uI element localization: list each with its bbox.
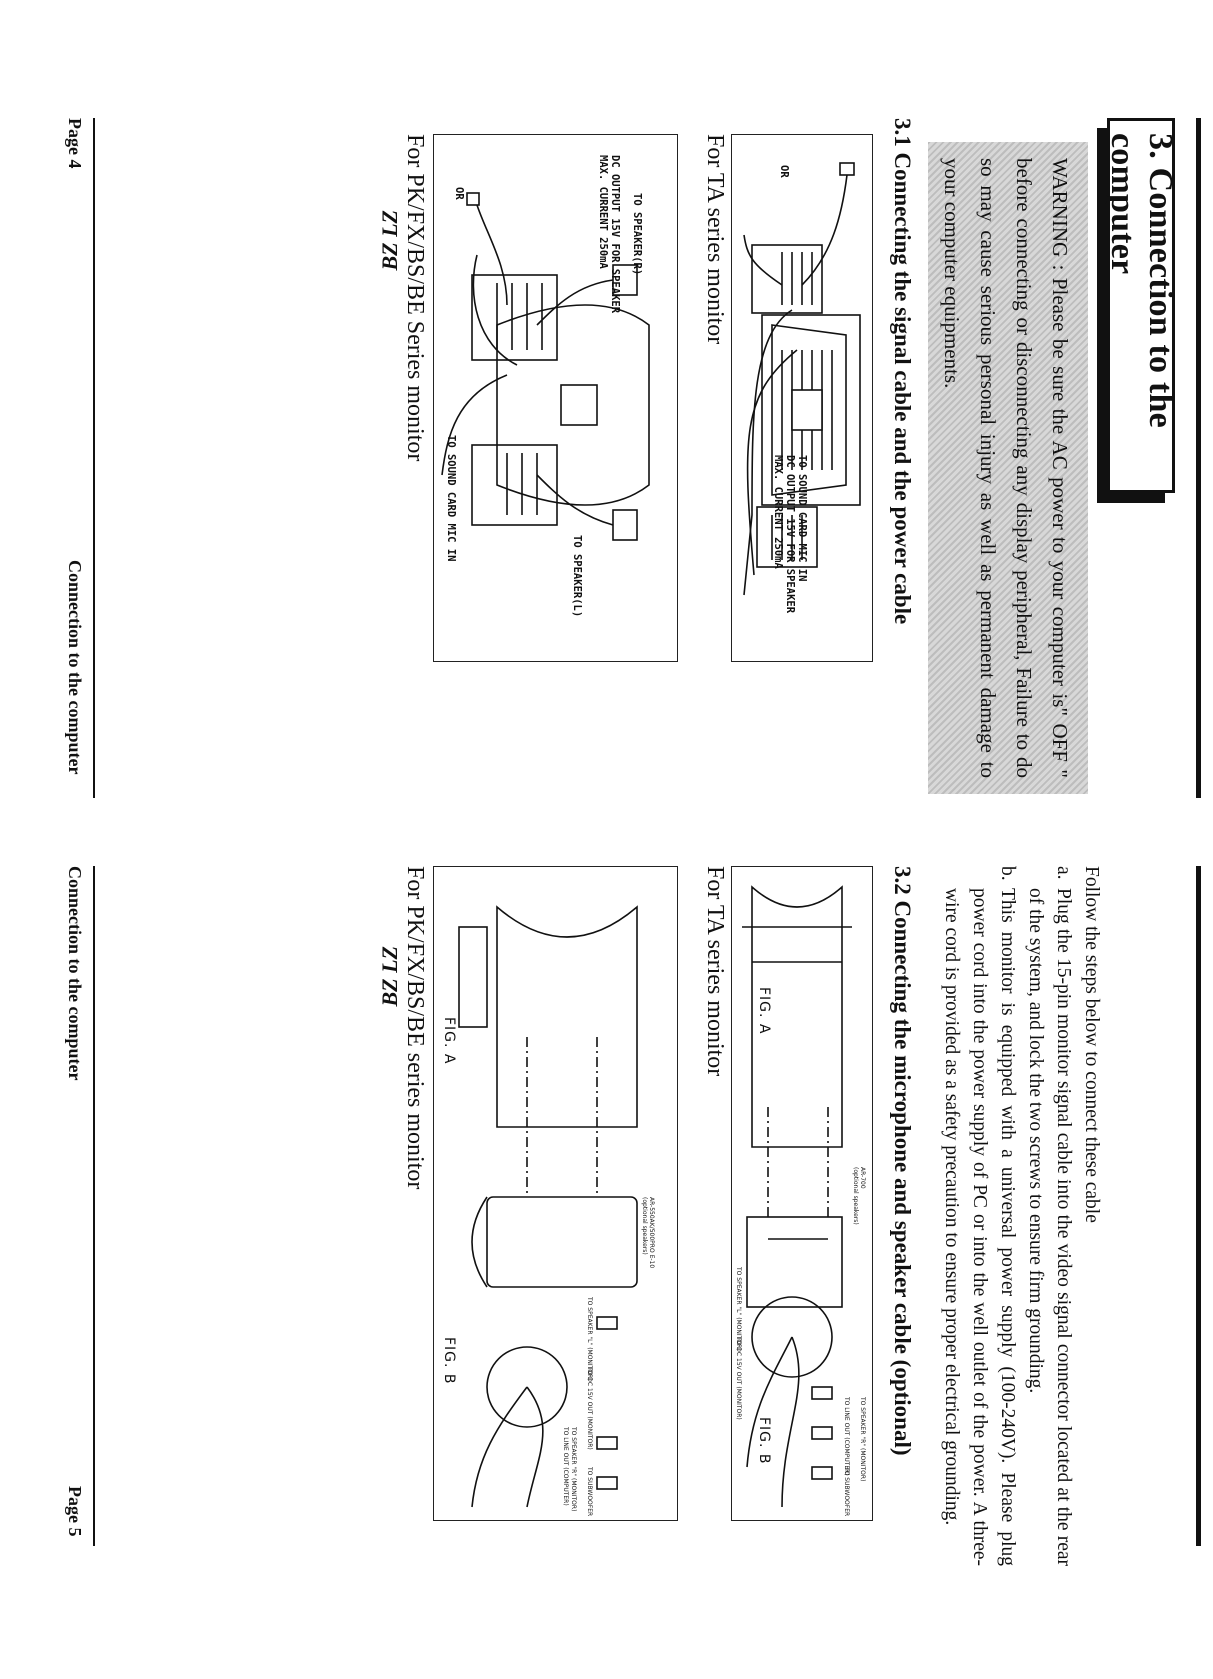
bottom-rule-right [93,866,95,1546]
monitor-rear-ta-illustration [730,135,872,663]
pk-speaker-note: (optional speakers) [641,1197,648,1255]
pk-plug-label-1: TO SPEAKER "L" (MONITOR) [586,1297,593,1381]
section-title: 3. Connection to the computer [1104,133,1179,428]
step-b-text: This monitor is equipped with a universal power supply (100-240V). Please plug power cord into the power supply of PC or into the well outlet of the power. A three-wire cord is provided as a safety precaution to ensure proper electrical grounding. [941,888,1018,1566]
label-or: OR [778,165,790,178]
warning-box: WARNING : Please be sure the AC power to your computer is" OFF " before connecting or disconnecting any display peripheral, Failure to do so may cause serious personal injury as well as permanent damage to your computer equipments. [928,142,1088,794]
caption-ta-series-right: For TA series monitor [702,866,728,1077]
bottom-rule-left [93,118,95,798]
pk-speaker-model: AR-550AK/500PRO E-10 [648,1197,655,1269]
page-5 [0,836,1213,1679]
ta-speaker-note: (optional speakers) [852,1167,859,1225]
footer-page-number-right: Page 5 [65,1486,85,1537]
page-4 [0,0,1213,836]
monitor-side-pk-illustration [432,867,677,1522]
intro-text: Follow the steps below to connect these cable [1081,866,1102,1223]
caption-ta-series: For TA series monitor [702,134,728,345]
handwritten-mark-left: BZ LZ [377,210,402,271]
label-dc-output-pk: DC OUTPUT 15V FOR SPEAKER [609,155,621,314]
caption-pk-series-right: For PK/FX/BS/BE series monitor [402,866,428,1190]
label-speaker-l: TO SPEAKER(L) [571,535,583,618]
figure-ta-connection [731,134,873,662]
label-speaker-r: TO SPEAKER(R) [631,193,643,276]
pk-fig-b-label: FIG. B [441,1337,457,1385]
step-a [1021,866,1077,1566]
ta-fig-a-label: FIG. A [756,987,772,1035]
ta-plug-label-1: TO SPEAKER "L" (MONITOR) [735,1267,742,1351]
label-sound-card-mic-pk: TO SOUND CARD MIC IN [445,435,457,562]
top-rule [1196,118,1201,798]
label-dc-output: DC OUTPUT 15V FOR SPEAKER [784,455,796,614]
ta-speaker-model: AR-700 [859,1167,866,1189]
figure-pk-speakers [433,866,678,1521]
caption-pk-series-text: For PK/FX/BS/BE Series monitor [402,134,428,462]
label-or-pk: OR [453,187,465,200]
label-sound-card-mic: TO SOUND CARD MIC IN [796,455,808,582]
figure-ta-speakers [731,866,873,1521]
ta-fig-b-label: FIG. B [756,1417,772,1465]
pk-plug-label-3: TO SPEAKER "R" (MONITOR) [570,1427,577,1512]
figure-pk-connection [433,134,678,662]
handwritten-mark-right: BZ LZ [377,946,402,1007]
pk-fig-a-label: FIG. A [441,1017,457,1065]
ta-plug-label-4: TO LINE OUT (COMPUTER) [843,1397,850,1476]
subsection-heading-3-2: 3.2 Connecting the microphone and speaker cable (optional) [890,866,915,1456]
step-a-text: Plug the 15-pin monitor signal cable into the video signal connector located at the rear of the system, and lock the two screws to ensure firm grounding. [1025,888,1074,1566]
step-a-marker: a. [1053,866,1074,880]
ta-plug-label-5: TO SUBWOOFER [843,1467,850,1517]
monitor-side-ta-illustration [730,867,872,1522]
pk-plug-label-2: TO DC 15V OUT (MONITOR) [586,1367,593,1450]
subsection-heading-3-1: 3.1 Connecting the signal cable and the power cable [890,118,915,625]
ta-plug-label-2: TO DC 15V OUT (MONITOR) [735,1337,742,1420]
footer-section-right: Connection to the computer [65,866,85,1081]
pk-plug-label-5: TO SUBWOOFER [586,1467,593,1517]
step-b [937,866,1021,1566]
step-b-marker: b. [997,866,1018,881]
footer-section-left: Connection to the computer [65,560,85,775]
label-max-current: MAX. CURRENT 250mA [772,455,784,569]
section-title-box [1104,118,1179,493]
label-max-current-pk: MAX. CURRENT 250mA [597,155,609,269]
ta-plug-label-3: TO SPEAKER "R" (MONITOR) [859,1397,866,1482]
top-rule-right [1196,866,1201,1546]
steps-list [937,866,1077,1566]
footer-page-number-left: Page 4 [65,118,85,169]
pk-plug-label-4: TO LINE OUT (COMPUTER) [562,1427,569,1506]
